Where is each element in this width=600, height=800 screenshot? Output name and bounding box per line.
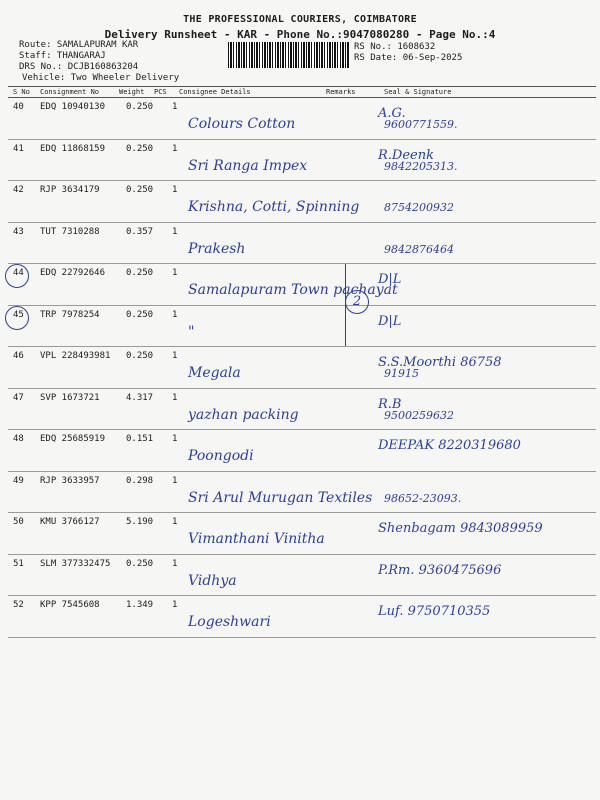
row-sno: 51 (13, 558, 24, 569)
row-sno: 49 (13, 475, 24, 486)
row-sno: 43 (13, 226, 24, 237)
row-weight: 0.250 (126, 351, 154, 361)
row-consignee: Sri Arul Murugan Textiles (188, 489, 373, 506)
row-consignee: Samalapuram Town pachayat (188, 282, 398, 298)
row-pcs: 1 (172, 558, 178, 569)
row-sno: 45 (13, 309, 24, 320)
drs-number: DRS No.: DCJB160863204 (19, 62, 139, 72)
table-row (8, 555, 596, 597)
table-row (8, 472, 596, 514)
col-weight: Weight (119, 88, 145, 96)
row-pcs: 1 (172, 226, 178, 237)
row-consignee: Colours Cotton (188, 116, 296, 132)
row-pcs: 1 (172, 600, 178, 610)
row-signature-phone: 8754200932 (384, 201, 454, 214)
row-weight: 0.250 (126, 102, 154, 112)
row-weight: 0.151 (126, 434, 154, 444)
runsheet-title: Delivery Runsheet - KAR - Phone No.:9047080280 - Page No.:4 (104, 28, 496, 41)
row-consignment-no: TRP 7978254 (40, 309, 100, 320)
row-signature: A.G. (378, 106, 406, 121)
table-row (8, 347, 596, 389)
sno-circle-mark (5, 264, 29, 288)
runsheet-table (8, 86, 596, 638)
row-consignee: Krishna, Cotti, Spinning (188, 199, 360, 215)
route: Route: SAMALAPURAM KAR (19, 40, 139, 50)
col-consignee: Consignee Details (179, 88, 251, 96)
row-consignment-no: EDQ 11868159 (40, 143, 106, 154)
row-consignment-no: KPP 7545608 (40, 600, 100, 610)
row-sno: 46 (13, 351, 24, 361)
row-pcs: 1 (172, 392, 178, 403)
row-consignment-no: SVP 1673721 (40, 392, 100, 403)
rs-number: RS No.: 1608632 (354, 42, 436, 52)
row-sno: 50 (13, 517, 24, 527)
row-pcs: 1 (172, 268, 178, 278)
table-header (8, 86, 596, 98)
row-consignee: Logeshwari (188, 614, 271, 630)
row-signature: D|L (378, 272, 402, 287)
row-weight: 0.357 (126, 226, 154, 237)
row-pcs: 1 (172, 309, 178, 320)
row-weight: 4.317 (126, 392, 154, 403)
row-pcs: 1 (172, 434, 178, 444)
row-consignment-no: EDQ 22792646 (40, 268, 106, 278)
row-sno: 42 (13, 185, 24, 195)
col-pcs: PCS (154, 88, 167, 96)
row-signature: DEEPAK 8220319680 (378, 438, 521, 453)
table-row (8, 264, 596, 309)
row-consignee: Poongodi (188, 448, 254, 464)
group-count-badge: 2 (345, 290, 369, 314)
row-pcs: 1 (172, 185, 178, 195)
row-weight: 0.250 (126, 309, 154, 320)
row-consignee: Vidhya (188, 572, 237, 589)
row-weight: 0.250 (126, 558, 154, 569)
table-body (8, 98, 596, 638)
row-signature: D|L (378, 313, 402, 329)
table-row (8, 306, 596, 348)
row-consignee: " (188, 323, 195, 340)
row-weight: 0.250 (126, 185, 154, 195)
row-weight: 0.250 (126, 268, 154, 278)
row-consignment-no: SLM 377332475 (40, 558, 111, 569)
table-row (8, 98, 596, 140)
table-row (8, 140, 596, 182)
row-weight: 1.349 (126, 600, 154, 610)
sno-circle-mark (5, 306, 29, 330)
row-weight: 0.250 (126, 143, 154, 154)
row-signature: P.Rm. 9360475696 (378, 562, 502, 578)
row-signature-phone: 91915 (384, 367, 419, 380)
rs-date: RS Date: 06-Sep-2025 (354, 53, 463, 63)
barcode (228, 42, 350, 68)
row-consignee: Megala (188, 365, 241, 381)
col-consignment: Consignment No (40, 88, 100, 96)
col-sno: S No (13, 88, 30, 96)
row-consignment-no: RJP 3634179 (40, 185, 100, 195)
row-signature: Luf. 9750710355 (378, 604, 491, 619)
row-signature: Shenbagam 9843089959 (378, 521, 543, 536)
row-signature: R.B (378, 396, 402, 412)
table-row (8, 596, 596, 638)
row-sno: 52 (13, 600, 24, 610)
row-consignment-no: TUT 7310288 (40, 226, 100, 237)
table-row (8, 513, 596, 555)
row-consignment-no: KMU 3766127 (40, 517, 100, 527)
row-pcs: 1 (172, 102, 178, 112)
row-sno: 41 (13, 143, 24, 154)
company-name: THE PROFESSIONAL COURIERS, COIMBATORE (183, 14, 417, 25)
row-consignment-no: RJP 3633957 (40, 475, 100, 486)
table-row (8, 430, 596, 472)
row-consignee: Vimanthani Vinitha (188, 531, 325, 547)
table-row (8, 389, 596, 431)
row-signature: R.Deenk (378, 147, 434, 163)
row-pcs: 1 (172, 143, 178, 154)
row-signature-phone: 9842205313. (384, 159, 458, 173)
row-consignment-no: EDQ 25685919 (40, 434, 106, 444)
row-signature-phone: 9600771559. (384, 118, 458, 131)
row-consignee: Prakesh (188, 240, 246, 257)
col-seal: Seal & Signature (384, 88, 452, 96)
row-signature: S.S.Moorthi 86758 (378, 355, 502, 370)
row-sno: 48 (13, 434, 24, 444)
row-signature-phone: 98652-23093. (384, 491, 462, 505)
row-pcs: 1 (172, 475, 178, 486)
staff: Staff: THANGARAJ (19, 51, 106, 61)
row-sno: 40 (13, 102, 24, 112)
table-row (8, 181, 596, 223)
table-row (8, 223, 596, 265)
row-consignee: yazhan packing (188, 406, 299, 423)
row-consignment-no: EDQ 10940130 (40, 102, 106, 112)
row-weight: 5.190 (126, 517, 154, 527)
row-pcs: 1 (172, 517, 178, 527)
row-signature-phone: 9500259632 (384, 408, 454, 422)
row-sno: 44 (13, 268, 24, 278)
vehicle: Vehicle: Two Wheeler Delivery (22, 73, 180, 83)
row-sno: 47 (13, 392, 24, 403)
row-consignee: Sri Ranga Impex (188, 157, 308, 174)
row-weight: 0.298 (126, 475, 154, 486)
row-signature-phone: 9842876464 (384, 242, 454, 256)
col-remarks: Remarks (326, 88, 356, 96)
row-consignment-no: VPL 228493981 (40, 351, 111, 361)
row-pcs: 1 (172, 351, 178, 361)
